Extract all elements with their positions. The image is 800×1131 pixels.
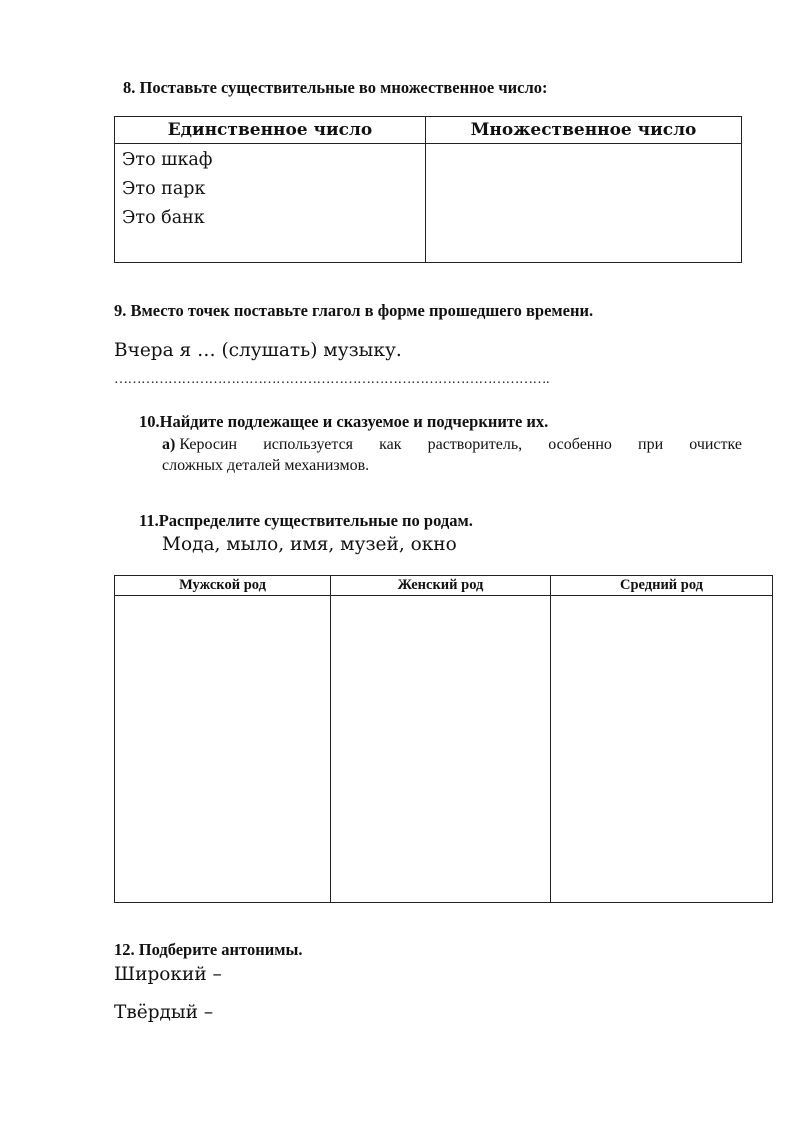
feminine-answer-cell[interactable] xyxy=(331,596,551,903)
singular-item: Это шкаф xyxy=(122,150,213,170)
item-label: а) xyxy=(162,436,176,453)
plural-table xyxy=(114,116,742,263)
masculine-answer-cell[interactable] xyxy=(115,596,331,903)
task-12-heading: 12. Подберите антонимы. xyxy=(114,940,303,959)
antonym-item: Широкий – xyxy=(114,964,222,985)
column-header-masculine: Мужской род xyxy=(115,576,331,596)
singular-cell xyxy=(115,144,426,263)
task-10-item xyxy=(162,434,742,476)
plural-answer-cell[interactable] xyxy=(426,144,742,263)
column-header-neuter: Средний род xyxy=(551,576,773,596)
answer-line[interactable]: ……………………………………………………………………………………. xyxy=(114,372,549,387)
task-10-heading: 10.Найдите подлежащее и сказуемое и подчеркните их. xyxy=(139,412,549,431)
task-9-sentence: Вчера я … (слушать) музыку. xyxy=(114,340,402,361)
task-8-heading: 8. Поставьте существительные во множественное число: xyxy=(123,78,548,97)
antonym-item: Твёрдый – xyxy=(114,1002,214,1023)
singular-item: Это банк xyxy=(122,208,205,228)
gender-table xyxy=(114,575,773,903)
task-9-heading: 9. Вместо точек поставьте глагол в форме прошедшего времени. xyxy=(114,301,594,320)
column-header-feminine: Женский род xyxy=(331,576,551,596)
singular-item: Это парк xyxy=(122,179,206,199)
item-text-line-2: сложных деталей механизмов. xyxy=(162,457,370,474)
item-text-line-1: Керосин используется как растворитель, особенно при очистке xyxy=(179,436,742,453)
column-header-plural: Множественное число xyxy=(426,117,742,144)
column-header-singular: Единственное число xyxy=(115,117,426,144)
task-11-words: Мода, мыло, имя, музей, окно xyxy=(162,534,457,555)
neuter-answer-cell[interactable] xyxy=(551,596,773,903)
task-11-heading: 11.Распределите существительные по родам. xyxy=(139,511,473,530)
